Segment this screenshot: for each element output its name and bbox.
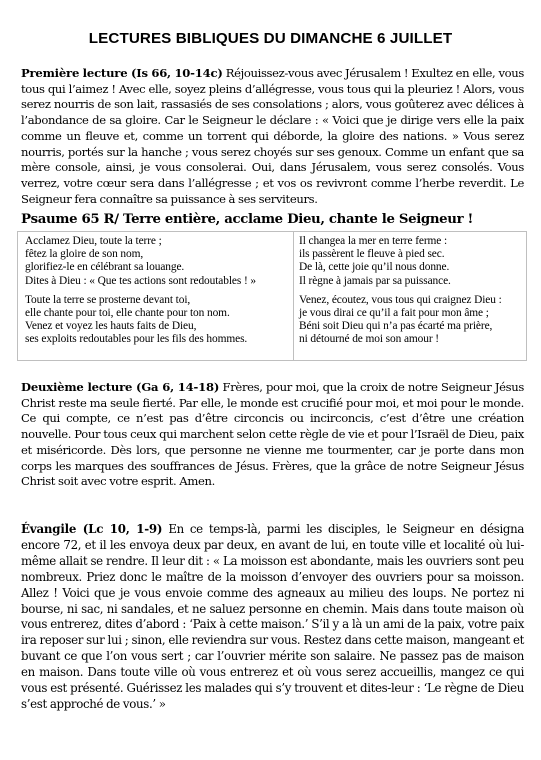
gospel-text: En ce temps-là, parmi les disciples, le Seigneur en désigna encore 72, et il les envoya deux par deux, en avant de lui, en toute ville et localité où lui-même allait se rendre. Il leur dit : « La moisson est abondante, mais les ouvriers sont peu nombreux. Priez donc le maître de la moisson d’envoyer des ouvriers pour sa moisson. Allez ! Voici que je vous envoie comme des agneaux au milieu des loups. Ne portez ni bourse, ni sac, ni sandales, et ne saluez personne en chemin. Mais dans toute maison où vous entrerez, dites d’abord : ‘Paix à cette maison.’ S’il y a là un ami de la paix, votre paix ira reposer sur lui ; sinon, elle reviendra sur vous. Restez dans cette maison, mangeant et buvant ce que l’on vous sert ; car l’ouvrier mérite son salaire. Ne passez pas de maison en maison. Dans toute ville où vous entrerez et où vous serez accueillis, mangez ce qui vous est présenté. Guérissez les malades qui s’y trouvent et dites-leur : ‘Le règne de Dieu s’est approché de vous.’ » xyxy=(21,522,525,711)
first-reading-text: Réjouissez-vous avec Jérusalem ! Exultez en elle, vous tous qui l’aimez ! Avec elle, soyez pleins d’allégresse, vous tous qui la pleuriez ! Alors, vous serez nourris de son lait, rassasiés de ses consolations ; alors, vous goûterez avec délices à l’abondance de sa gloire. Car le Seigneur le déclare : « Voici que je dirige vers elle la paix comme un fleuve et, comme un torrent qui déborde, la gloire des nations. » Vous serez nourris, portés sur la hanche ; vous serez choyés sur ses genoux. Comme un enfant que sa mère console, ainsi, je vous consolerai. Oui, dans Jérusalem, vous serez consolés. Vous verrez, votre cœur sera dans l’allégresse ; et vos os revivront comme l’herbe reverdit. Le Seigneur fera connaître sa puissance à ses serviteurs. xyxy=(21,66,524,206)
psalm-verse-line: De là, cette joie qu’il nous donne. xyxy=(299,261,450,274)
psalm-verse-line: Dites à Dieu : « Que tes actions sont redoutables ! » xyxy=(25,274,257,287)
psalm-verse-line: fêtez la gloire de son nom, xyxy=(25,248,144,261)
psalm-verse-line: ils passèrent le fleuve à pied sec. xyxy=(299,248,445,261)
psalm-verse-line: glorifiez-le en célébrant sa louange. xyxy=(25,261,185,274)
page-title: LECTURES BIBLIQUES DU DIMANCHE 6 JUILLET xyxy=(88,30,453,47)
psalm-verse-line: Il règne à jamais par sa puissance. xyxy=(299,274,451,287)
psalm-verse-line: Venez, écoutez, vous tous qui craignez Dieu : xyxy=(299,293,502,306)
first-reading xyxy=(21,66,524,207)
psalm-verse-line: ni détourné de moi son amour ! xyxy=(299,333,439,346)
second-reading-text: Frères, pour moi, que la croix de notre Seigneur Jésus Christ reste ma seule fierté. Par elle, le monde est crucifié pour moi, et moi pour le monde. Ce qui compte, ce n’est pas d’être circoncis ou incirconcis, c’est d’être une création nouvelle. Pour tous ceux qui marchent selon cette règle de vie et pour l’Israël de Dieu, paix et miséricorde. Dès lors, que personne ne vienne me tourmenter, car je porte dans mon corps les marques des souffrances de Jésus. Frères, que la grâce de notre Seigneur Jésus Christ soit avec votre esprit. Amen. xyxy=(21,380,524,489)
psalm-verse-line: Toute la terre se prosterne devant toi, xyxy=(25,293,191,306)
psalm-left-column xyxy=(25,235,289,347)
psalm-verse-line: je vous dirai ce qu’il a fait pour mon âme ; xyxy=(299,307,489,320)
psalm-verse-line: elle chante pour toi, elle chante pour ton nom. xyxy=(25,307,230,320)
psalm-title: Psaume 65 R/ Terre entière, acclame Dieu, chante le Seigneur ! xyxy=(21,212,474,227)
psalm-verse-line: Venez et voyez les hauts faits de Dieu, xyxy=(25,320,197,333)
psalm-verse-line: Acclamez Dieu, toute la terre ; xyxy=(25,235,162,247)
gospel-heading: Évangile (Lc 10, 1-9) xyxy=(21,522,163,536)
psalm-verse-line: ses exploits redoutables pour les fils des hommes. xyxy=(25,333,248,346)
psalm-table xyxy=(17,231,527,361)
psalm-column-divider xyxy=(293,232,294,360)
gospel-reading xyxy=(21,522,524,713)
psalm-verse-line: Béni soit Dieu qui n’a pas écarté ma prière, xyxy=(299,320,493,333)
psalm-right-column xyxy=(299,235,525,347)
psalm-verse-line: Il changea la mer en terre ferme : xyxy=(299,235,448,247)
first-reading-heading: Première lecture (Is 66, 10-14c) xyxy=(21,66,223,80)
second-reading xyxy=(21,380,524,490)
second-reading-heading: Deuxième lecture (Ga 6, 14-18) xyxy=(21,380,220,394)
